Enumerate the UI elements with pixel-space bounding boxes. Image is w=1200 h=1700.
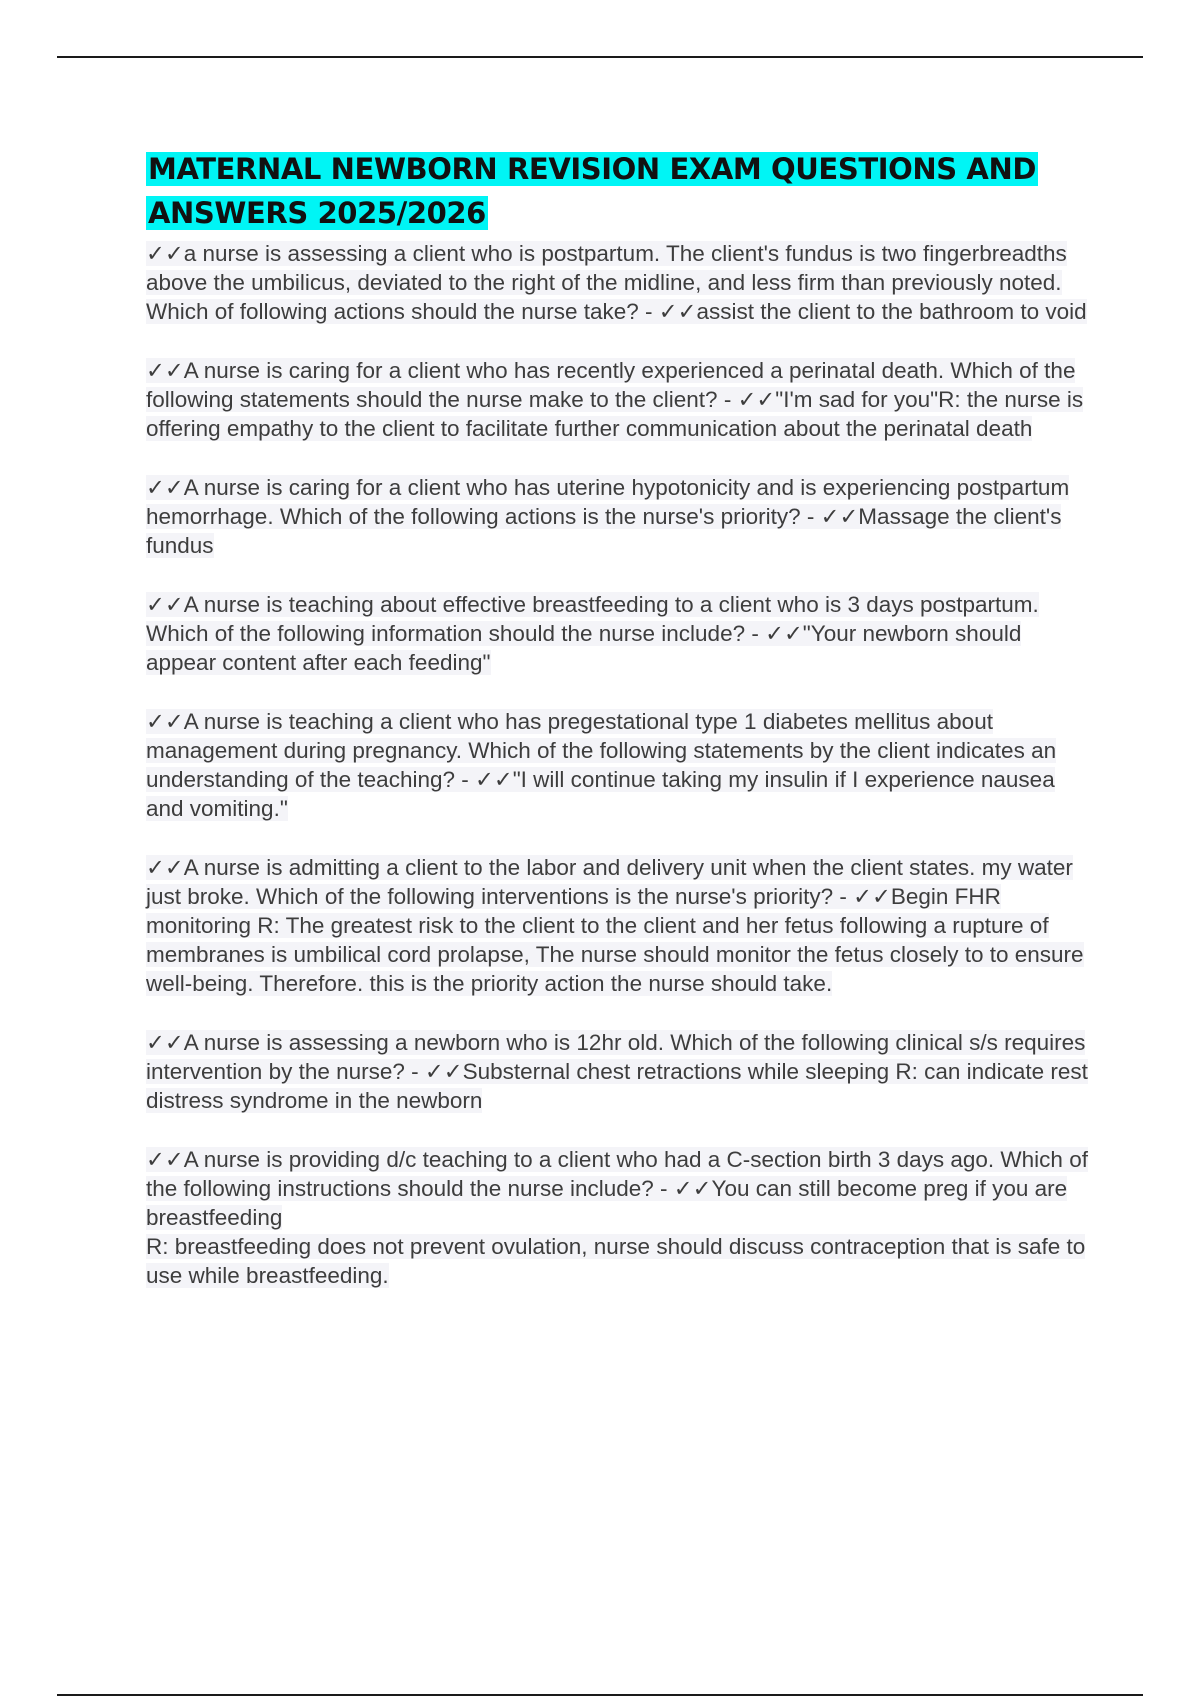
- top-rule: [57, 56, 1143, 58]
- bottom-rule: [57, 1694, 1143, 1696]
- qa-item: ✓✓a nurse is assessing a client who is postpartum. The client's fundus is two fingerbreadths above the umbilicus, deviated to the right of the midline, and less firm than previously noted. Which of following actions should the nurse take? - ✓✓assist the client to the bathroom to void: [146, 241, 1087, 324]
- qa-item: ✓✓A nurse is caring for a client who has uterine hypotonicity and is experiencing postpartum hemorrhage. Which of the following actions is the nurse's priority? - ✓✓Massage the client's fundus: [146, 475, 1070, 558]
- qa-item: ✓✓A nurse is caring for a client who has recently experienced a perinatal death. Which of the following statements should the nurse make to the client? - ✓✓"I'm sad for you"R: the nurse is offering empathy to the client to facilitate further communication about the perinatal death: [146, 358, 1084, 441]
- qa-item: ✓✓A nurse is admitting a client to the labor and delivery unit when the client states. my water just broke. Which of the following interventions is the nurse's priority? - ✓✓Begin FHR monitoring R: The greatest risk to the client to the client and her fetus following a rupture of membranes is umbilical cord prolapse, The nurse should monitor the fetus closely to to ensure well-being. Therefore. this is the priority action the nurse should take.: [146, 855, 1084, 996]
- qa-item: ✓✓A nurse is teaching a client who has pregestational type 1 diabetes mellitus about management during pregnancy. Which of the following statements by the client indicates an understanding of the teaching? - ✓✓"I will continue taking my insulin if I experience nausea and vomiting.": [146, 709, 1057, 821]
- qa-item: ✓✓A nurse is assessing a newborn who is 12hr old. Which of the following clinical s/s requires intervention by the nurse? - ✓✓Substernal chest retractions while sleeping R: can indicate rest distress syndrome in the newborn: [146, 1030, 1088, 1113]
- qa-item-with-rationale: ✓✓A nurse is providing d/c teaching to a client who had a C-section birth 3 days ago. Which of the following instructions should the nurse include? - ✓✓You can still become preg if you are breastfeeding R: breastfeeding does not prevent ovulation, nurse should discuss contraception that is safe to use while breastfeeding.: [146, 1147, 1088, 1288]
- document-body: [146, 147, 1096, 1320]
- document-title: MATERNAL NEWBORN REVISION EXAM QUESTIONS AND ANSWERS 2025/2026: [148, 152, 1036, 230]
- qa-item: ✓✓A nurse is teaching about effective breastfeeding to a client who is 3 days postpartum. Which of the following information should the nurse include? - ✓✓"Your newborn should appear content after each feeding": [146, 592, 1039, 675]
